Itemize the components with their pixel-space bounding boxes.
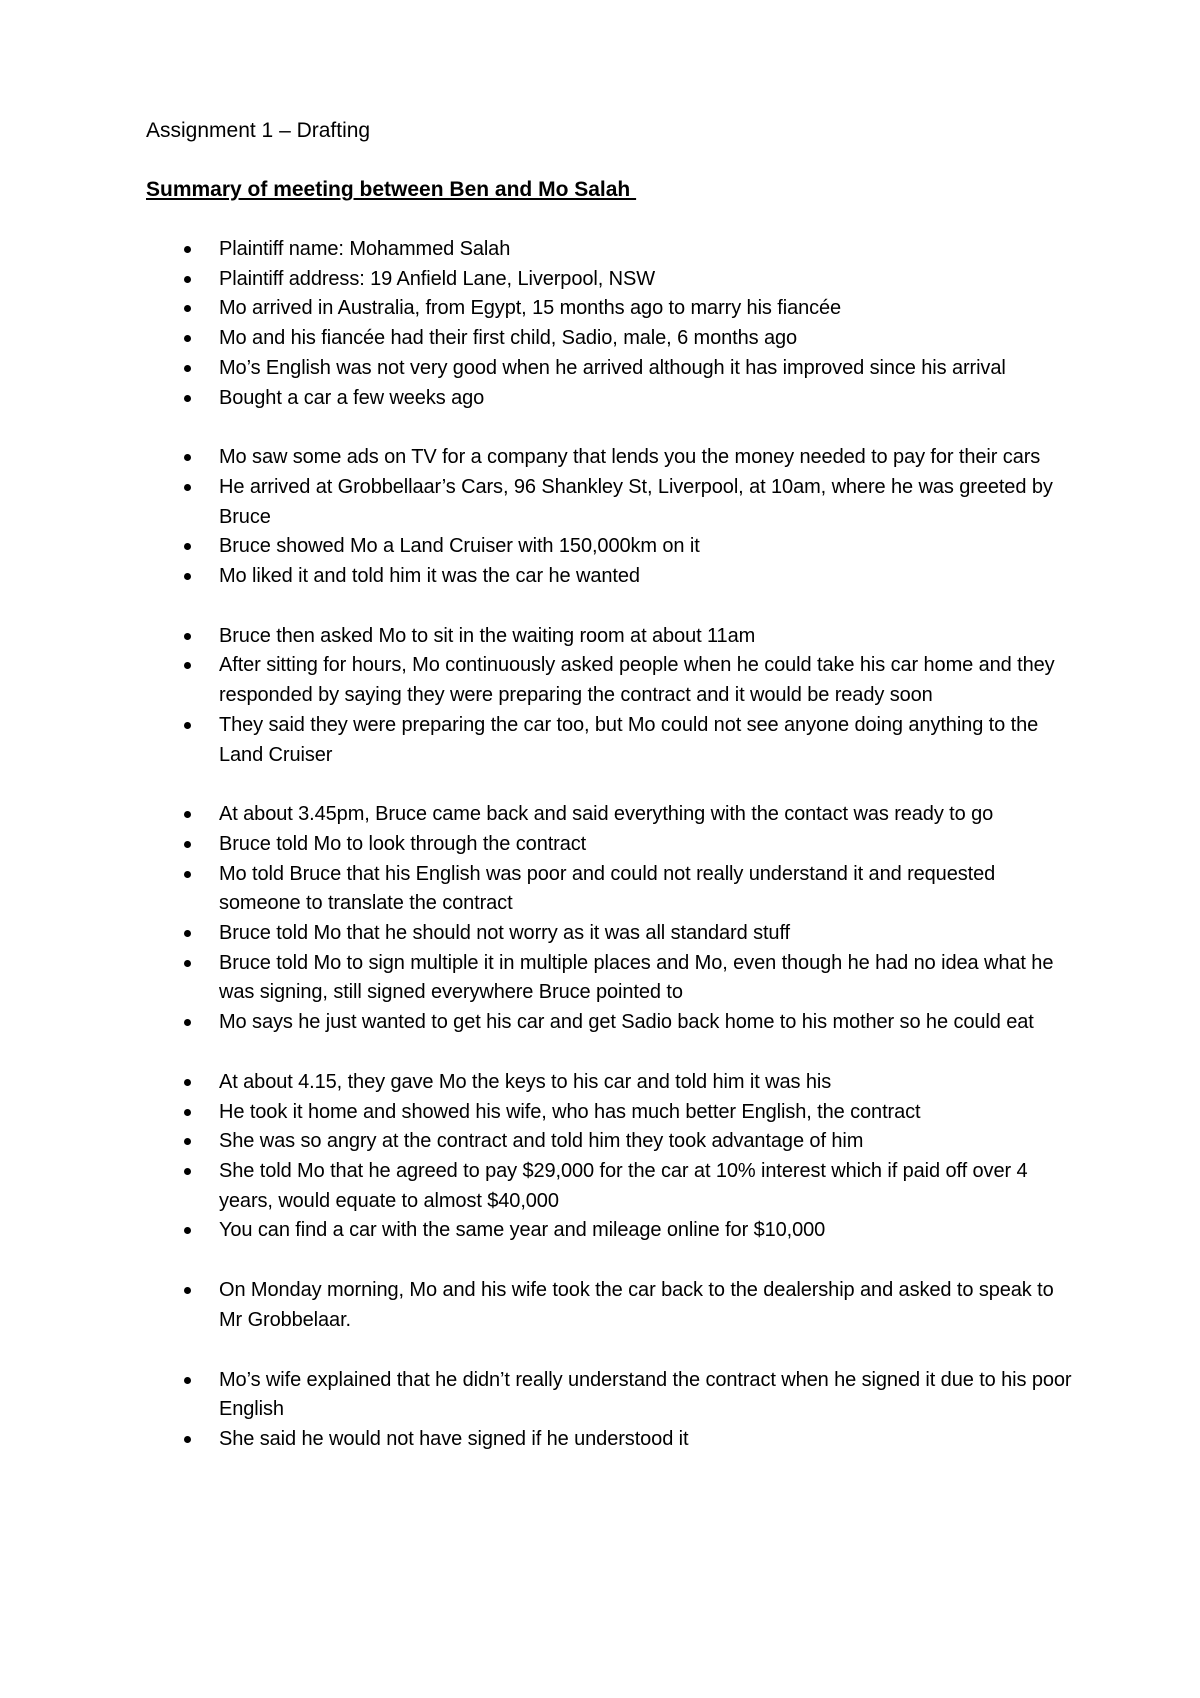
bullet-dot-icon — [184, 1377, 191, 1384]
list-item: They said they were preparing the car too, but Mo could not see anyone doing anything to the Land Cruiser — [0, 711, 1080, 770]
list-item: At about 4.15, they gave Mo the keys to his car and told him it was his — [0, 1068, 1080, 1098]
bullet-group — [0, 1068, 1200, 1246]
list-item: At about 3.45pm, Bruce came back and said everything with the contact was ready to go — [0, 800, 1080, 830]
bullet-dot-icon — [184, 960, 191, 967]
bullet-dot-icon — [184, 484, 191, 491]
bullet-dot-icon — [184, 841, 191, 848]
bullet-dot-icon — [184, 930, 191, 937]
bullet-dot-icon — [184, 305, 191, 312]
bullet-dot-icon — [184, 1079, 191, 1086]
bullet-dot-icon — [184, 722, 191, 729]
list-item: Bruce showed Mo a Land Cruiser with 150,000km on it — [0, 532, 1080, 562]
list-item: Mo arrived in Australia, from Egypt, 15 months ago to marry his fiancée — [0, 294, 1080, 324]
bullet-list — [0, 235, 1200, 1455]
bullet-dot-icon — [184, 662, 191, 669]
bullet-dot-icon — [184, 1227, 191, 1234]
bullet-dot-icon — [184, 1436, 191, 1443]
bullet-dot-icon — [184, 1138, 191, 1145]
bullet-dot-icon — [184, 395, 191, 402]
bullet-dot-icon — [184, 811, 191, 818]
list-item: She was so angry at the contract and told him they took advantage of him — [0, 1127, 1080, 1157]
list-item: Bruce told Mo to look through the contract — [0, 830, 1080, 860]
bullet-dot-icon — [184, 543, 191, 550]
list-item: Bruce told Mo that he should not worry as it was all standard stuff — [0, 919, 1080, 949]
list-item: Bought a car a few weeks ago — [0, 384, 1080, 414]
bullet-group — [0, 622, 1200, 771]
bullet-dot-icon — [184, 573, 191, 580]
list-item: Plaintiff address: 19 Anfield Lane, Liverpool, NSW — [0, 265, 1080, 295]
list-item: On Monday morning, Mo and his wife took the car back to the dealership and asked to speak to Mr Grobbelaar. — [0, 1276, 1080, 1335]
list-item: Mo says he just wanted to get his car and get Sadio back home to his mother so he could eat — [0, 1008, 1080, 1038]
list-item: She said he would not have signed if he understood it — [0, 1425, 1080, 1455]
bullet-dot-icon — [184, 1287, 191, 1294]
list-item: Bruce then asked Mo to sit in the waiting room at about 11am — [0, 622, 1080, 652]
bullet-dot-icon — [184, 1019, 191, 1026]
bullet-dot-icon — [184, 633, 191, 640]
bullet-dot-icon — [184, 246, 191, 253]
list-item: Mo and his fiancée had their first child, Sadio, male, 6 months ago — [0, 324, 1080, 354]
bullet-group — [0, 443, 1200, 592]
list-item: He arrived at Grobbellaar’s Cars, 96 Shankley St, Liverpool, at 10am, where he was greeted by Bruce — [0, 473, 1080, 532]
list-item: Plaintiff name: Mohammed Salah — [0, 235, 1080, 265]
bullet-dot-icon — [184, 871, 191, 878]
list-item: She told Mo that he agreed to pay $29,000 for the car at 10% interest which if paid off over 4 years, would equate to almost $40,000 — [0, 1157, 1080, 1216]
list-item: Mo’s English was not very good when he arrived although it has improved since his arrival — [0, 354, 1080, 384]
document-heading: Summary of meeting between Ben and Mo Salah — [146, 178, 637, 201]
list-item: Mo told Bruce that his English was poor and could not really understand it and requested someone to translate the contract — [0, 860, 1080, 919]
bullet-group — [0, 1276, 1200, 1335]
bullet-dot-icon — [184, 454, 191, 461]
bullet-group — [0, 235, 1200, 413]
list-item: Mo’s wife explained that he didn’t really understand the contract when he signed it due to his poor English — [0, 1366, 1080, 1425]
list-item: He took it home and showed his wife, who has much better English, the contract — [0, 1098, 1080, 1128]
list-item: After sitting for hours, Mo continuously asked people when he could take his car home and they responded by saying they were preparing the contract and it would be ready soon — [0, 651, 1080, 710]
list-item: Bruce told Mo to sign multiple it in multiple places and Mo, even though he had no idea what he was signing, still signed everywhere Bruce pointed to — [0, 949, 1080, 1008]
list-item: Mo liked it and told him it was the car he wanted — [0, 562, 1080, 592]
list-item: Mo saw some ads on TV for a company that lends you the money needed to pay for their cars — [0, 443, 1080, 473]
bullet-dot-icon — [184, 276, 191, 283]
bullet-group — [0, 1366, 1200, 1455]
document-title: Assignment 1 – Drafting — [146, 119, 371, 142]
bullet-dot-icon — [184, 365, 191, 372]
bullet-dot-icon — [184, 1168, 191, 1175]
bullet-dot-icon — [184, 1109, 191, 1116]
list-item: You can find a car with the same year and mileage online for $10,000 — [0, 1216, 1080, 1246]
bullet-group — [0, 800, 1200, 1038]
bullet-dot-icon — [184, 335, 191, 342]
